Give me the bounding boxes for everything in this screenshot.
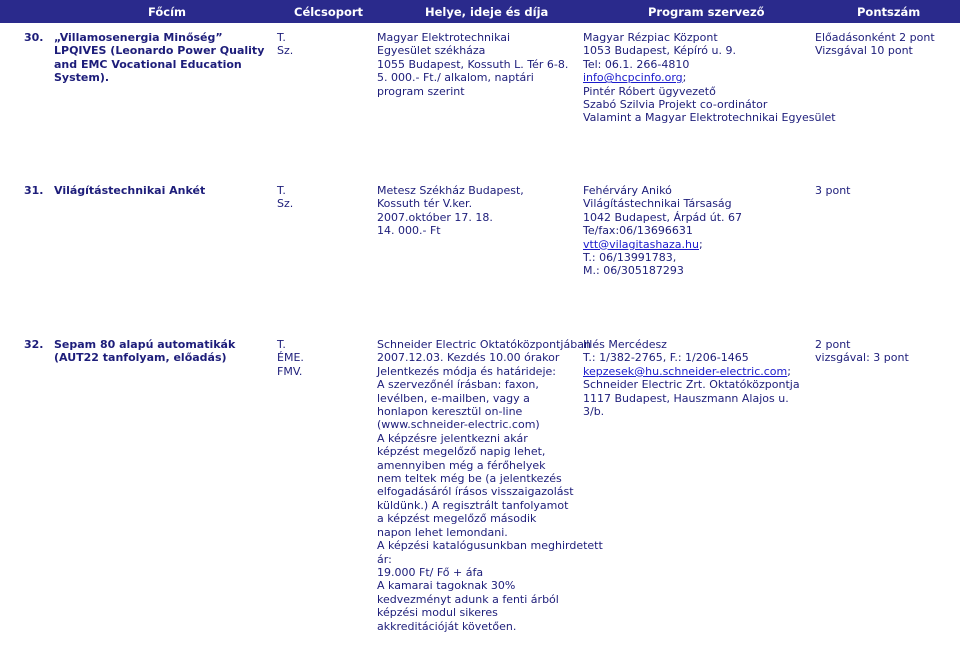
organizer: Illés Mercédesz T.: 1/382-2765, F.: 1/206-1465 kepzesek@hu.schneider-electric.com; Schneider Electric Zrt. Oktatóközpontja 1117 Budapest, Hauszmann Alajos u. 3/b. xyxy=(583,338,800,419)
organizer: Fehérváry Anikó Világítástechnikai Társaság 1042 Budapest, Árpád út. 67 Te/fax:06/13696631 vtt@vilagitashaza.hu; T.: 06/13991783, M.: 06/305187293 xyxy=(583,184,743,278)
header-audience: Célcsoport xyxy=(294,5,364,19)
row-number: 32. xyxy=(24,338,44,351)
place-time-fee: Schneider Electric Oktatóközpontjában 2007.12.03. Kezdés 10.00 órakor Jelentkezés módja és határideje: A szervezőnél írásban: faxon, levélben, e-mailben, vagy a honlapon keresztül on-line (www.schneider-electric.com) A képzésre jelentkezni akár képzést megelőző napig lehet, amennyiben még a férőhelyek nem teltek még be (a jelentkezés elfogadásáról írásos visszaigazolást küldünk.) A regisztrált tanfolyamot a képzést megelőző második napon lehet lemondani. A képzési katalógusunkban meghirdetett ár: 19.000 Ft/ Fő + áfa A kamarai tagoknak 30% kedvezményt adunk a fenti árból képzési modul sikeres akkreditációját követően. xyxy=(377,338,603,633)
header-place-time-fee: Helye, ideje és díja xyxy=(425,5,549,19)
target-group: T. Sz. xyxy=(277,184,294,211)
course-title: Világítástechnikai Ankét xyxy=(54,184,206,197)
target-group: T. Sz. xyxy=(277,31,294,58)
header-organizer: Program szervező xyxy=(648,5,765,19)
organizer: Magyar Rézpiac Központ 1053 Budapest, Képíró u. 9. Tel: 06.1. 266-4810 info@hcpcinfo.org; Pintér Róbert ügyvezető Szabó Szilvia Projekt co-ordinátor Valamint a Magyar Elektrotechnikai Egyesület xyxy=(583,31,836,125)
course-title: „Villamosenergia Minőség” LPQIVES (Leonardo Power Quality and EMC Vocational Education System). xyxy=(54,31,265,85)
target-group: T. ÉME. FMV. xyxy=(277,338,304,378)
points: 3 pont xyxy=(815,184,851,197)
course-title: Sepam 80 alapú automatikák (AUT22 tanfolyam, előadás) xyxy=(54,338,236,365)
header-points: Pontszám xyxy=(857,5,921,19)
row-number: 30. xyxy=(24,31,44,44)
header-title: Főcím xyxy=(148,5,187,19)
row-number: 31. xyxy=(24,184,44,197)
email-link[interactable]: kepzesek@hu.schneider-electric.com xyxy=(583,364,788,378)
email-link[interactable]: vtt@vilagitashaza.hu xyxy=(583,237,699,251)
email-link[interactable]: info@hcpcinfo.org xyxy=(583,71,683,85)
table-header xyxy=(0,0,960,23)
place-time-fee: Metesz Székház Budapest, Kossuth tér V.ker. 2007.október 17. 18. 14. 000.- Ft xyxy=(377,184,524,238)
points: Előadásonként 2 pont Vizsgával 10 pont xyxy=(815,31,935,58)
place-time-fee: Magyar Elektrotechnikai Egyesület székháza 1055 Budapest, Kossuth L. Tér 6-8. 5. 000.- Ft./ alkalom, naptári program szerint xyxy=(377,31,569,98)
points: 2 pont vizsgával: 3 pont xyxy=(815,338,909,365)
